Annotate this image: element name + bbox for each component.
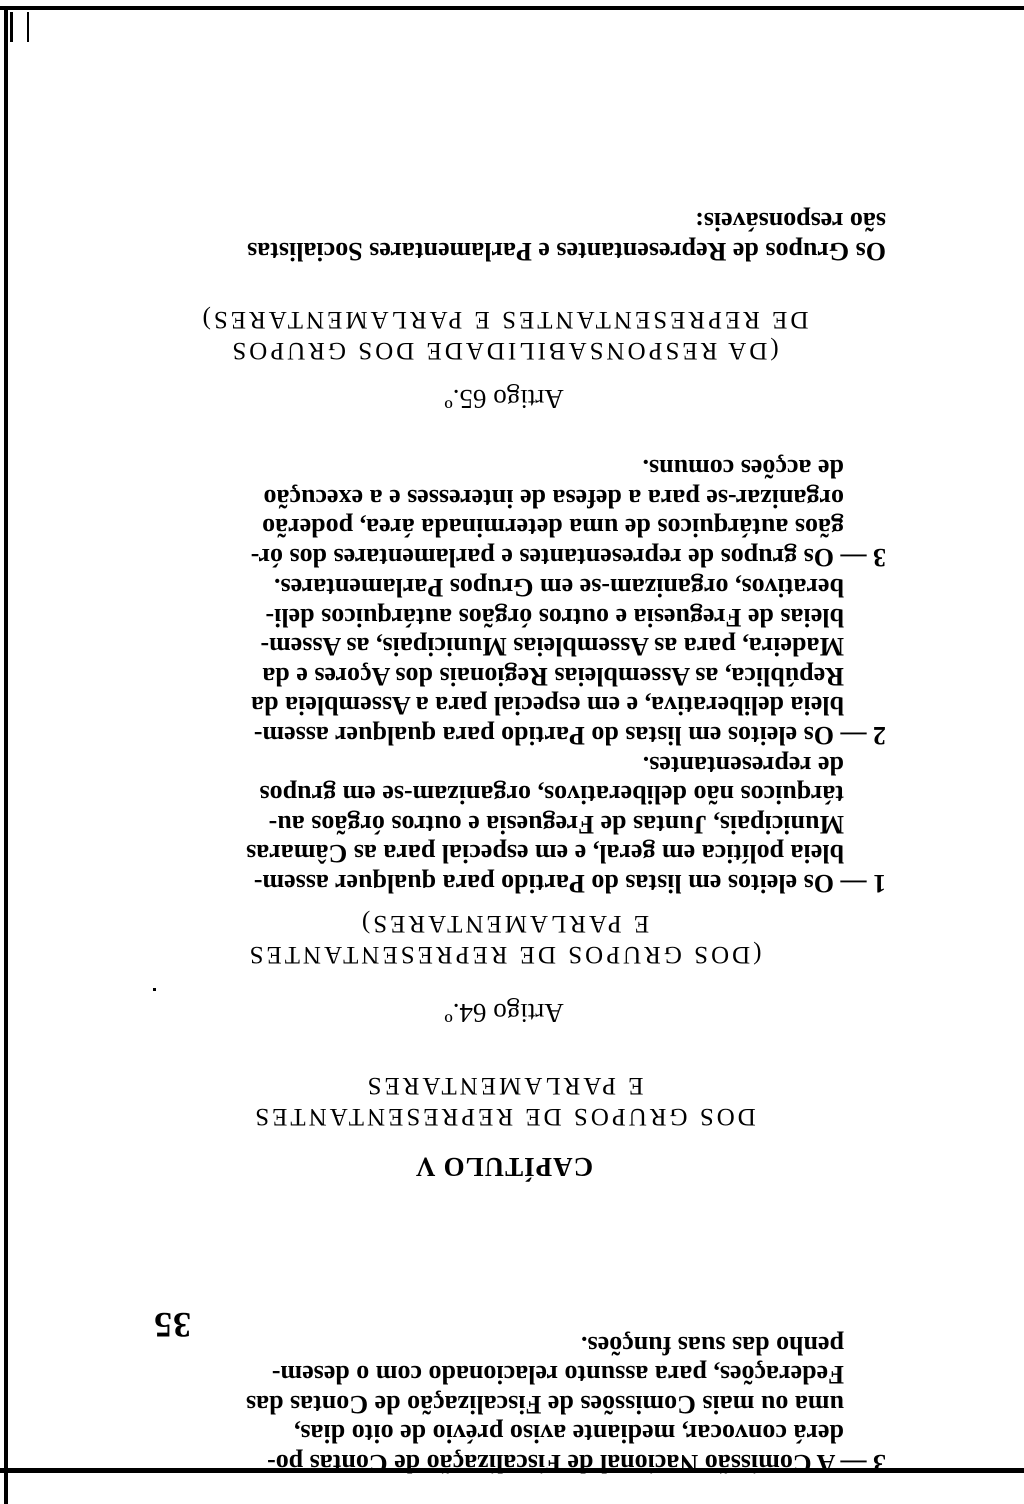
text-line: 1 — Os eleitos em listas do Partido para qualquer assem- <box>253 869 886 898</box>
text-line: 2 — Os eleitos em listas do Partido para qualquer assem- <box>253 721 886 750</box>
text-line: de acções comuns. <box>642 454 844 484</box>
text-line: berativos, organizam-se em Grupos Parlamentares. <box>274 573 844 603</box>
text-line: uma ou mais Comissões de Fiscalização de Contas das <box>245 1390 844 1419</box>
text-line: gãos autárquicos de uma determinada área, poderão <box>262 513 844 543</box>
text-line: derá convocar, mediante aviso prévio de oito dias, <box>293 1419 844 1449</box>
text-line: penho das suas funções. <box>581 1331 844 1360</box>
text-line: Madeira, para as Assembleias Municipais, as Assem- <box>260 632 844 662</box>
top-paragraph <box>186 1331 886 1479</box>
article-64-subtitle <box>144 908 864 970</box>
article-64-subtitle-line: E PARLAMENTARES) <box>358 910 650 937</box>
page-number: 35 <box>153 1305 191 1345</box>
text-line: de representantes. <box>642 751 844 780</box>
article-64-subtitle-line: (DOS GRUPOS DE REPRESENTANTES <box>246 941 762 968</box>
article-64-item-3 <box>186 454 886 572</box>
article-64-item-1 <box>186 751 886 899</box>
article-64-title: Artigo 64.º <box>444 998 564 1028</box>
chapter-subtitle <box>144 1070 864 1132</box>
text-line: Federações, para assunto relacionado com o desem- <box>271 1360 844 1390</box>
text-line: Municipais, Juntas de Freguesia e outros órgãos au- <box>268 810 844 839</box>
text-line: bleias de Freguesia e outros órgãos autárquicos deli- <box>265 603 844 632</box>
article-65-subtitle-line: DE REPRESENTANTES E PARLAMENTARES) <box>199 306 809 333</box>
article-65-subtitle-line: (DA RESPONSABILIDADE DOS GRUPOS <box>229 337 779 364</box>
article-64-item-2 <box>186 573 886 750</box>
text-line: bleia política em geral, e em especial para as Câmaras <box>246 839 844 869</box>
text-line: República, as Assembleias Regionais dos Açores e da <box>262 662 844 691</box>
chapter-subtitle-line: DOS GRUPOS DE REPRESENTANTES <box>252 1103 756 1130</box>
text-line: são responsáveis: <box>695 207 886 237</box>
chapter-subtitle-line: E PARLAMENTARES <box>364 1072 644 1099</box>
text-line: tárquicos não deliberativos, organizam-se em grupos <box>259 780 844 810</box>
chapter-title: CAPÍTULO V <box>414 1152 594 1182</box>
text-line: organizar-se para a defesa de interesses e a execução <box>263 484 844 513</box>
text-line: 3 — A Comissão Nacional de Fiscalização de Contas po- <box>267 1449 886 1478</box>
text-line: Os Grupos de Representantes e Parlamentares Socialistas <box>247 237 886 266</box>
text-line: bleia deliberativa, e em especial para a Assembleia da <box>251 691 844 721</box>
article-65-paragraph <box>186 207 886 266</box>
text-line: 3 — Os grupos de representantes e parlamentares dos ór- <box>250 543 886 572</box>
article-65-title: Artigo 65.º <box>444 384 564 414</box>
article-65-subtitle <box>144 304 864 366</box>
